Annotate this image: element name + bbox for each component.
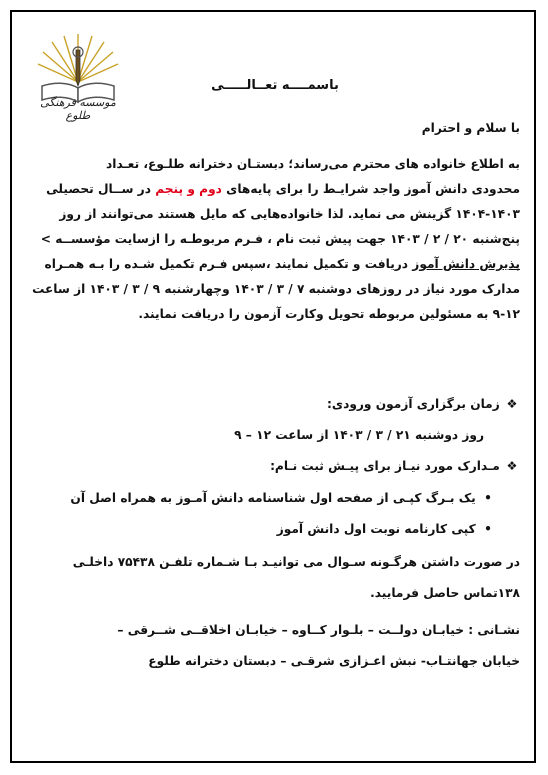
intro-line-5 [30,252,520,277]
document-item-1-text: یک بـرگ کپـی از صفحه اول شناسنامه دانش آمـوز به همراه اصل آن [70,491,476,505]
intro-line-5-b: دریافت و تکمیل نمایند ،سپس فـرم تکمیل شـده را بـه همـراه [44,257,409,271]
intro-line-1: به اطلاع خانواده های محترم می‌رساند؛ دبستـان دخترانه طلـوع، تعـداد [106,157,520,171]
contact-line-1: در صورت داشتن هرگـونه سـوال می توانیـد بـا شـماره تلفـن ۷۵۴۳۸ داخلـی [72,555,520,569]
address-section [30,618,520,674]
round-bullet-icon: • [484,522,492,536]
intro-line-4: پنج‌شنبه ۲۰ / ۲ / ۱۴۰۳ جهت پیش ثبت نام ، فـرم مربوطـه را ازسایت مؤسســه > [40,232,520,246]
round-bullet-icon: • [484,491,492,505]
contact-line-2: ۱۳۸تماس حاصل فرمایید. [370,586,520,600]
intro-line-2-a: محدودی دانش آموز واجد شرایـط را برای پایه‌های [226,182,520,196]
exam-datetime: روز دوشنبه ۲۱ / ۳ / ۱۴۰۳ از ساعت ۱۲ – ۹ [234,428,484,442]
intro-line-2 [30,177,520,202]
address-line-2: خیابان جهانتـاب- نبش اعـزازی شرقـی – دبستان دخترانه طلوع [148,654,520,668]
exam-section [30,392,520,448]
admission-link[interactable]: پذیرش دانش آموز [412,257,520,271]
four-diamond-bullet-icon: ❖ [506,397,518,411]
greeting-text: با سلام و احترام [421,121,520,135]
intro-line-2-b: در ســال تحصیلی [46,182,151,196]
documents-heading [30,454,520,479]
exam-heading [30,392,520,417]
documents-heading-text: مـدارک مورد نیـاز برای پیـش ثبت نـام: [270,459,500,473]
greeting [30,116,520,141]
document-item-2 [30,517,520,542]
intro-line-7: ۹-۱۲ به مسئولین مربوطه تحویل وکارت آزمون را دریافت نمایند. [138,307,520,321]
grades-highlight: دوم و پنجم [155,182,222,196]
documents-section [30,454,520,542]
four-diamond-bullet-icon: ❖ [506,459,518,473]
document-item-1 [30,486,520,511]
document-item-2-text: کپی کارنامه نوبت اول دانش آموز [276,522,476,536]
contact-section [30,550,520,606]
logo-caption: موسسه فرهنگی طلوع [40,96,116,122]
intro-line-6: مدارک مورد نیاز در روزهای دوشنبه ۷ / ۳ / ۱۴۰۳ وچهارشنبه ۹ / ۳ / ۱۴۰۳ از ساعت [32,282,520,296]
page-title: باسمــــه تعــالـــــی [211,78,339,93]
intro-paragraph [30,152,520,327]
address-line-1: نشـانی : خیابـان دولــت – بلـوار کــاوه – خیابـان اخلاقــی شــرقی – [117,623,520,637]
intro-line-3: ۱۴۰۴-۱۴۰۳ گزینش می نماید. لذا خانواده‌هایی که مایل هستند می‌توانند از روز [59,207,520,221]
exam-heading-text: زمان برگزاری آزمون ورودی: [327,397,500,411]
